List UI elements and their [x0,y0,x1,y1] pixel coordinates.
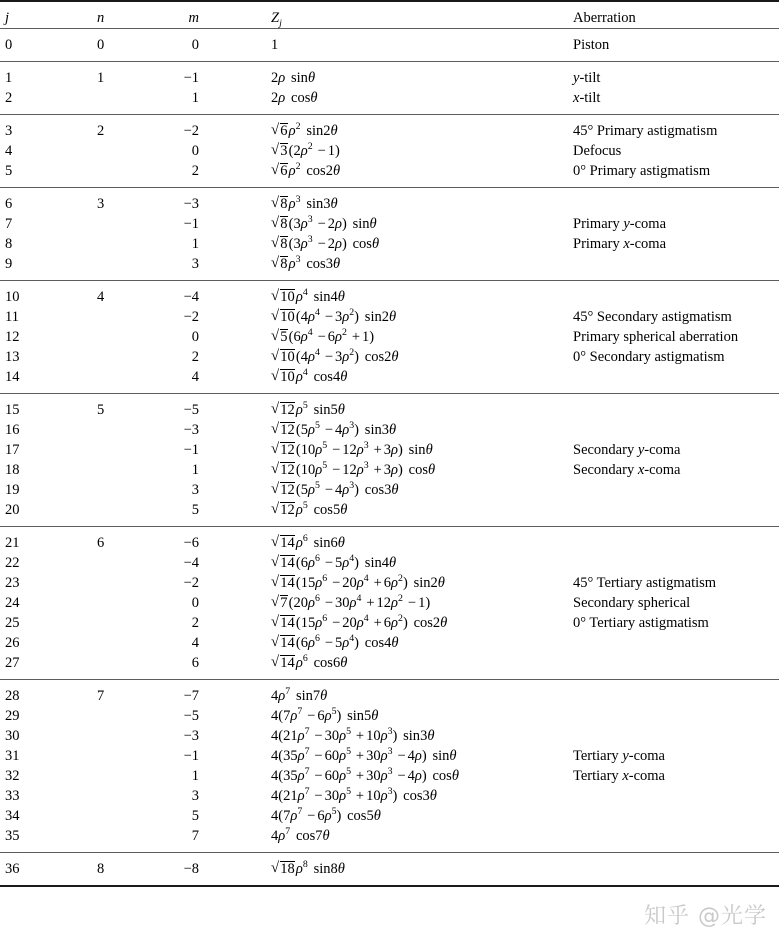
cell-order-n [92,613,180,633]
cell-polynomial-zj: $4(7\rho^7 - 6\rho^5)$ sin5θ [271,706,379,724]
cell-index-j: 6 [0,188,92,215]
cell-frequency-m: −1 [183,442,199,458]
table-row [0,161,779,188]
table-row [0,188,779,215]
table-row [0,613,779,633]
cell-index-j: 9 [5,256,13,272]
table-row [0,440,779,460]
cell-order-n [92,786,180,806]
cell-aberration-name: Primary spherical aberration [573,329,739,345]
cell-polynomial-zj: √ $6\rho^2$ cos2θ [265,161,568,188]
cell-frequency-m: 1 [191,768,199,784]
cell-order-n: 4 [92,281,180,308]
cell-aberration-name: Secondary y-coma [573,442,681,458]
sqrt-symbol: √ 14 [271,553,295,573]
cell-aberration-name: 45° Secondary astigmatism [573,309,732,325]
sqrt-symbol: √ 3 [271,141,288,161]
sqrt-symbol: √ 8 [271,214,288,234]
cell-index-j: 32 [5,768,20,784]
cell-polynomial-zj: √ $6\rho^2$ sin2θ [265,115,568,142]
cell-frequency-m: −2 [180,115,265,142]
cell-index-j: 20 [5,502,20,518]
cell-frequency-m: −4 [183,555,199,571]
sqrt-symbol: √ 14 [271,573,295,593]
cell-order-n [92,480,180,500]
cell-index-j: 22 [5,555,20,571]
table-row [0,480,779,500]
cell-index-j: 29 [5,708,20,724]
column-header-n: n [92,1,180,29]
cell-aberration-name [568,806,779,826]
cell-aberration-name: Primary x-coma [573,236,667,252]
sqrt-symbol: √ 14 [271,613,295,633]
table-row [0,115,779,142]
cell-polynomial-zj: √ $14(15\rho^6 - 20\rho^4 + 6\rho^2)$ cos2θ [265,613,568,633]
table-row [0,394,779,421]
column-header-aberration: Aberration [568,1,779,29]
sqrt-symbol: √ 12 [271,420,295,440]
cell-index-j: 2 [5,90,13,106]
cell-frequency-m: 2 [191,163,199,179]
cell-index-j: 25 [5,615,20,631]
cell-aberration-name: Secondary spherical [573,595,691,611]
table-row [0,706,779,726]
cell-polynomial-zj: √ $10\rho^4$ sin4θ [265,281,568,308]
column-header-zj [265,1,568,29]
cell-frequency-m: 4 [191,369,199,385]
cell-frequency-m: 1 [191,236,199,252]
table-row [0,553,779,573]
table-row [0,141,779,161]
cell-frequency-m: 2 [191,615,199,631]
sqrt-symbol: √ 10 [271,307,295,327]
cell-frequency-m: −2 [183,575,199,591]
table-row [0,653,779,680]
cell-index-j: 21 [0,527,92,554]
cell-frequency-m: −1 [180,62,265,89]
table-row [0,633,779,653]
cell-polynomial-zj: $4(7\rho^7 - 6\rho^5)$ cos5θ [271,806,381,824]
cell-frequency-m: −2 [183,309,199,325]
cell-order-n: 6 [92,527,180,554]
cell-frequency-m: 7 [191,828,199,844]
cell-polynomial-zj: √ $12\rho^5$ cos5θ [265,500,568,527]
cell-polynomial-zj: 1 [265,29,568,62]
cell-order-n [92,88,180,115]
cell-frequency-m: 5 [191,502,199,518]
cell-frequency-m: −5 [180,394,265,421]
cell-aberration-name [568,726,779,746]
cell-index-j: 16 [5,422,20,438]
cell-aberration-name: 45° Tertiary astigmatism [573,575,717,591]
cell-aberration-name [568,826,779,853]
cell-polynomial-zj: √ $10\rho^4$ cos4θ [265,367,568,394]
column-header-j: j [0,1,92,29]
cell-frequency-m: −4 [180,281,265,308]
cell-index-j: 11 [5,309,19,325]
cell-aberration-name [568,480,779,500]
cell-order-n [92,633,180,653]
cell-index-j: 5 [5,163,13,179]
sqrt-symbol: √ 8 [271,234,288,254]
cell-aberration-name [568,527,779,554]
cell-polynomial-zj: $4(21\rho^7 - 30\rho^5 + 10\rho^3)$ sin3θ [271,726,435,744]
table-row [0,806,779,826]
cell-order-n [92,766,180,786]
table-row [0,420,779,440]
cell-frequency-m: 6 [191,655,199,671]
cell-aberration-name [568,553,779,573]
cell-polynomial-zj: √ $14\rho^6$ sin6θ [265,527,568,554]
table-header [0,1,779,29]
table-row [0,214,779,234]
cell-frequency-m: −3 [183,422,199,438]
cell-polynomial-zj: $4(35\rho^7 - 60\rho^5 + 30\rho^3 - 4\rho)$ cosθ [271,766,459,784]
cell-index-j: 4 [5,143,13,159]
cell-index-j: 19 [5,482,20,498]
column-header-m: m [180,1,265,29]
table-row [0,680,779,707]
cell-frequency-m: 3 [191,256,199,272]
cell-frequency-m: 3 [191,788,199,804]
cell-index-j: 13 [5,349,20,365]
cell-order-n [92,327,180,347]
cell-order-n [92,440,180,460]
sqrt-symbol: √ 6 [271,161,288,181]
cell-order-n [92,367,180,394]
cell-frequency-m: −3 [183,728,199,744]
table-row [0,367,779,394]
cell-order-n: 0 [92,29,180,62]
table-row [0,460,779,480]
cell-order-n: 5 [92,394,180,421]
cell-index-j: 1 [0,62,92,89]
cell-index-j: 12 [5,329,20,345]
cell-aberration-name: Piston [568,29,779,62]
table-row [0,500,779,527]
cell-index-j: 0 [0,29,92,62]
cell-frequency-m: −5 [183,708,199,724]
table-row [0,281,779,308]
sqrt-symbol: √ 12 [271,440,295,460]
cell-index-j: 30 [5,728,20,744]
cell-polynomial-zj: $4(35\rho^7 - 60\rho^5 + 30\rho^3 - 4\rho)$ sinθ [271,746,457,764]
cell-index-j: 10 [0,281,92,308]
zj-base: Z [271,10,280,26]
table-body [0,29,779,887]
sqrt-symbol: √ 10 [271,347,295,367]
cell-frequency-m: 0 [191,595,199,611]
sqrt-symbol: √ 12 [271,400,295,420]
cell-order-n [92,593,180,613]
cell-order-n [92,726,180,746]
cell-index-j: 26 [5,635,20,651]
sqrt-symbol: √ 8 [271,254,288,274]
cell-polynomial-zj: √ $3(2\rho^2 - 1)$ [265,141,568,161]
cell-polynomial-zj: $4\rho^7$ cos7θ [271,826,330,844]
cell-index-j: 8 [5,236,13,252]
table-row [0,573,779,593]
cell-aberration-name [568,281,779,308]
cell-polynomial-zj: √ $12(5\rho^5 - 4\rho^3)$ sin3θ [265,420,568,440]
cell-index-j: 7 [5,216,13,232]
cell-aberration-name: 45° Primary astigmatism [568,115,779,142]
cell-order-n [92,307,180,327]
cell-aberration-name: Secondary x-coma [573,462,681,478]
table-row [0,527,779,554]
cell-frequency-m: 4 [191,635,199,651]
table-row [0,327,779,347]
sqrt-symbol: √ 12 [271,460,295,480]
cell-polynomial-zj: √ $8\rho^3$ sin3θ [265,188,568,215]
sqrt-symbol: √ 7 [271,593,288,613]
table-row [0,826,779,853]
cell-polynomial-zj: $4(21\rho^7 - 30\rho^5 + 10\rho^3)$ cos3θ [271,786,437,804]
cell-order-n [92,500,180,527]
cell-frequency-m: 3 [191,482,199,498]
table-row [0,254,779,281]
cell-polynomial-zj: √ $10(4\rho^4 - 3\rho^2)$ sin2θ [265,307,568,327]
table-row [0,786,779,806]
cell-polynomial-zj: √ $12(10\rho^5 - 12\rho^3 + 3\rho)$ cosθ [265,460,568,480]
cell-polynomial-zj: √ $8(3\rho^3 - 2\rho)$ sinθ [265,214,568,234]
cell-polynomial-zj: 2ρ sinθ [265,62,568,89]
cell-index-j: 34 [5,808,20,824]
sqrt-symbol: √ 12 [271,500,295,520]
cell-aberration-name [568,786,779,806]
cell-frequency-m: −1 [183,748,199,764]
sqrt-symbol: √ 10 [271,367,295,387]
cell-order-n [92,420,180,440]
cell-order-n [92,806,180,826]
cell-order-n [92,573,180,593]
cell-order-n [92,706,180,726]
cell-frequency-m: 5 [191,808,199,824]
cell-aberration-name: 0° Primary astigmatism [573,163,711,179]
cell-polynomial-zj: √ $8(3\rho^3 - 2\rho)$ cosθ [265,234,568,254]
cell-aberration-name [568,367,779,394]
cell-index-j: 18 [5,462,20,478]
table-row [0,746,779,766]
cell-polynomial-zj: √ $12(5\rho^5 - 4\rho^3)$ cos3θ [265,480,568,500]
cell-polynomial-zj: √ $14(15\rho^6 - 20\rho^4 + 6\rho^2)$ sin2θ [265,573,568,593]
cell-order-n [92,653,180,680]
cell-index-j: 24 [5,595,20,611]
cell-order-n [92,746,180,766]
cell-index-j: 27 [5,655,20,671]
cell-aberration-name [568,420,779,440]
cell-aberration-name [568,394,779,421]
sqrt-symbol: √ 18 [271,859,295,879]
cell-aberration-name [568,633,779,653]
table-row [0,726,779,746]
sqrt-symbol: √ 12 [271,480,295,500]
cell-aberration-name: 0° Secondary astigmatism [573,349,725,365]
cell-frequency-m: 0 [180,29,265,62]
cell-aberration-name [568,653,779,680]
table-row [0,307,779,327]
cell-order-n: 1 [92,62,180,89]
cell-index-j: 17 [5,442,20,458]
table-row [0,853,779,887]
cell-aberration-name [568,254,779,281]
cell-aberration-name [568,706,779,726]
cell-order-n [92,214,180,234]
cell-frequency-m: −8 [180,853,265,887]
cell-order-n: 7 [92,680,180,707]
cell-polynomial-zj: √ $14\rho^6$ cos6θ [265,653,568,680]
cell-index-j: 14 [5,369,20,385]
cell-index-j: 15 [0,394,92,421]
cell-frequency-m: 1 [191,462,199,478]
cell-order-n: 3 [92,188,180,215]
cell-index-j: 23 [5,575,20,591]
cell-aberration-name: 0° Tertiary astigmatism [573,615,709,631]
cell-aberration-name: Defocus [573,143,622,159]
cell-aberration-name: Tertiary y-coma [573,748,665,764]
table-row [0,347,779,367]
cell-index-j: 36 [0,853,92,887]
cell-aberration-name [568,680,779,707]
cell-polynomial-zj: √ $14(6\rho^6 - 5\rho^4)$ sin4θ [265,553,568,573]
cell-order-n [92,141,180,161]
cell-polynomial-zj: √ $8\rho^3$ cos3θ [265,254,568,281]
cell-index-j: 3 [0,115,92,142]
sqrt-symbol: √ 8 [271,194,288,214]
cell-aberration-name [568,853,779,887]
cell-polynomial-zj: 2ρ cosθ [271,90,318,106]
cell-polynomial-zj: √ $18\rho^8$ sin8θ [265,853,568,887]
cell-frequency-m: −6 [180,527,265,554]
sqrt-symbol: √ 14 [271,653,295,673]
cell-order-n [92,347,180,367]
table-row [0,593,779,613]
cell-polynomial-zj: √ $14(6\rho^6 - 5\rho^4)$ cos4θ [265,633,568,653]
cell-polynomial-zj: √ $5(6\rho^4 - 6\rho^2 + 1)$ [265,327,568,347]
cell-order-n [92,460,180,480]
cell-index-j: 35 [5,828,20,844]
cell-aberration-name [568,500,779,527]
cell-order-n [92,553,180,573]
cell-order-n: 8 [92,853,180,887]
cell-aberration-name [568,188,779,215]
cell-aberration-name: Primary y-coma [573,216,667,232]
watermark: 知乎 @光学 [644,904,767,929]
cell-order-n [92,826,180,853]
table-row [0,766,779,786]
cell-polynomial-zj: √ $7(20\rho^6 - 30\rho^4 + 12\rho^2 - 1)$ [265,593,568,613]
cell-frequency-m: 0 [191,329,199,345]
cell-aberration-name: y-tilt [568,62,779,89]
cell-order-n [92,234,180,254]
cell-polynomial-zj: √ $12(10\rho^5 - 12\rho^3 + 3\rho)$ sinθ [265,440,568,460]
header-row [0,1,779,29]
cell-polynomial-zj: $4\rho^7$ sin7θ [265,680,568,707]
table-row [0,88,779,115]
cell-frequency-m: −1 [183,216,199,232]
table-row [0,234,779,254]
zj-subscript: j [279,17,282,29]
cell-aberration-name: x-tilt [573,90,601,106]
cell-aberration-name: Tertiary x-coma [573,768,665,784]
cell-order-n [92,254,180,281]
table-row [0,29,779,62]
cell-frequency-m: 1 [191,90,199,106]
cell-polynomial-zj: √ $12\rho^5$ sin5θ [265,394,568,421]
sqrt-symbol: √ 10 [271,287,295,307]
table-row [0,62,779,89]
sqrt-symbol: √ 14 [271,633,295,653]
cell-frequency-m: −3 [180,188,265,215]
cell-polynomial-zj: √ $10(4\rho^4 - 3\rho^2)$ cos2θ [265,347,568,367]
cell-frequency-m: −7 [180,680,265,707]
cell-order-n: 2 [92,115,180,142]
sqrt-symbol: √ 6 [271,121,288,141]
sqrt-symbol: √ 5 [271,327,288,347]
cell-order-n [92,161,180,188]
cell-frequency-m: 2 [191,349,199,365]
cell-index-j: 28 [0,680,92,707]
sqrt-symbol: √ 14 [271,533,295,553]
cell-frequency-m: 0 [191,143,199,159]
cell-index-j: 31 [5,748,20,764]
cell-index-j: 33 [5,788,20,804]
